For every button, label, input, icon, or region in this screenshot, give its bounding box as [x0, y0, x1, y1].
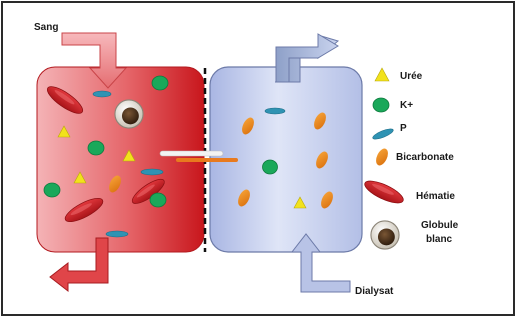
- label-sang: Sang: [34, 22, 59, 33]
- phosphate-ellipse: [93, 91, 111, 97]
- legend-label-blanc: blanc: [426, 234, 453, 245]
- diffusion-bar-orange: [176, 158, 238, 162]
- white-blood-cell: [115, 100, 143, 128]
- potassium-dot: [263, 160, 278, 174]
- white-cell-icon: [371, 221, 399, 249]
- phosphate-ellipse: [141, 169, 163, 175]
- legend-label-hematie: Hématie: [416, 191, 455, 202]
- phosphate-ellipse: [106, 231, 128, 237]
- legend-label-globule: Globule: [421, 220, 459, 231]
- label-dialysat: Dialysat: [355, 286, 394, 297]
- phosphate-ellipse: [265, 108, 285, 114]
- legend-label-bicarbonate: Bicarbonate: [396, 152, 454, 163]
- potassium-dot: [44, 183, 60, 197]
- circle-icon: [373, 98, 389, 112]
- legend-label-k: K+: [400, 100, 414, 111]
- diffusion-bar-white: [160, 151, 223, 156]
- potassium-dot: [88, 141, 104, 155]
- legend-label-uree: Urée: [400, 71, 423, 82]
- legend-label-p: P: [400, 123, 407, 134]
- potassium-dot: [152, 76, 168, 90]
- potassium-dot: [150, 193, 166, 207]
